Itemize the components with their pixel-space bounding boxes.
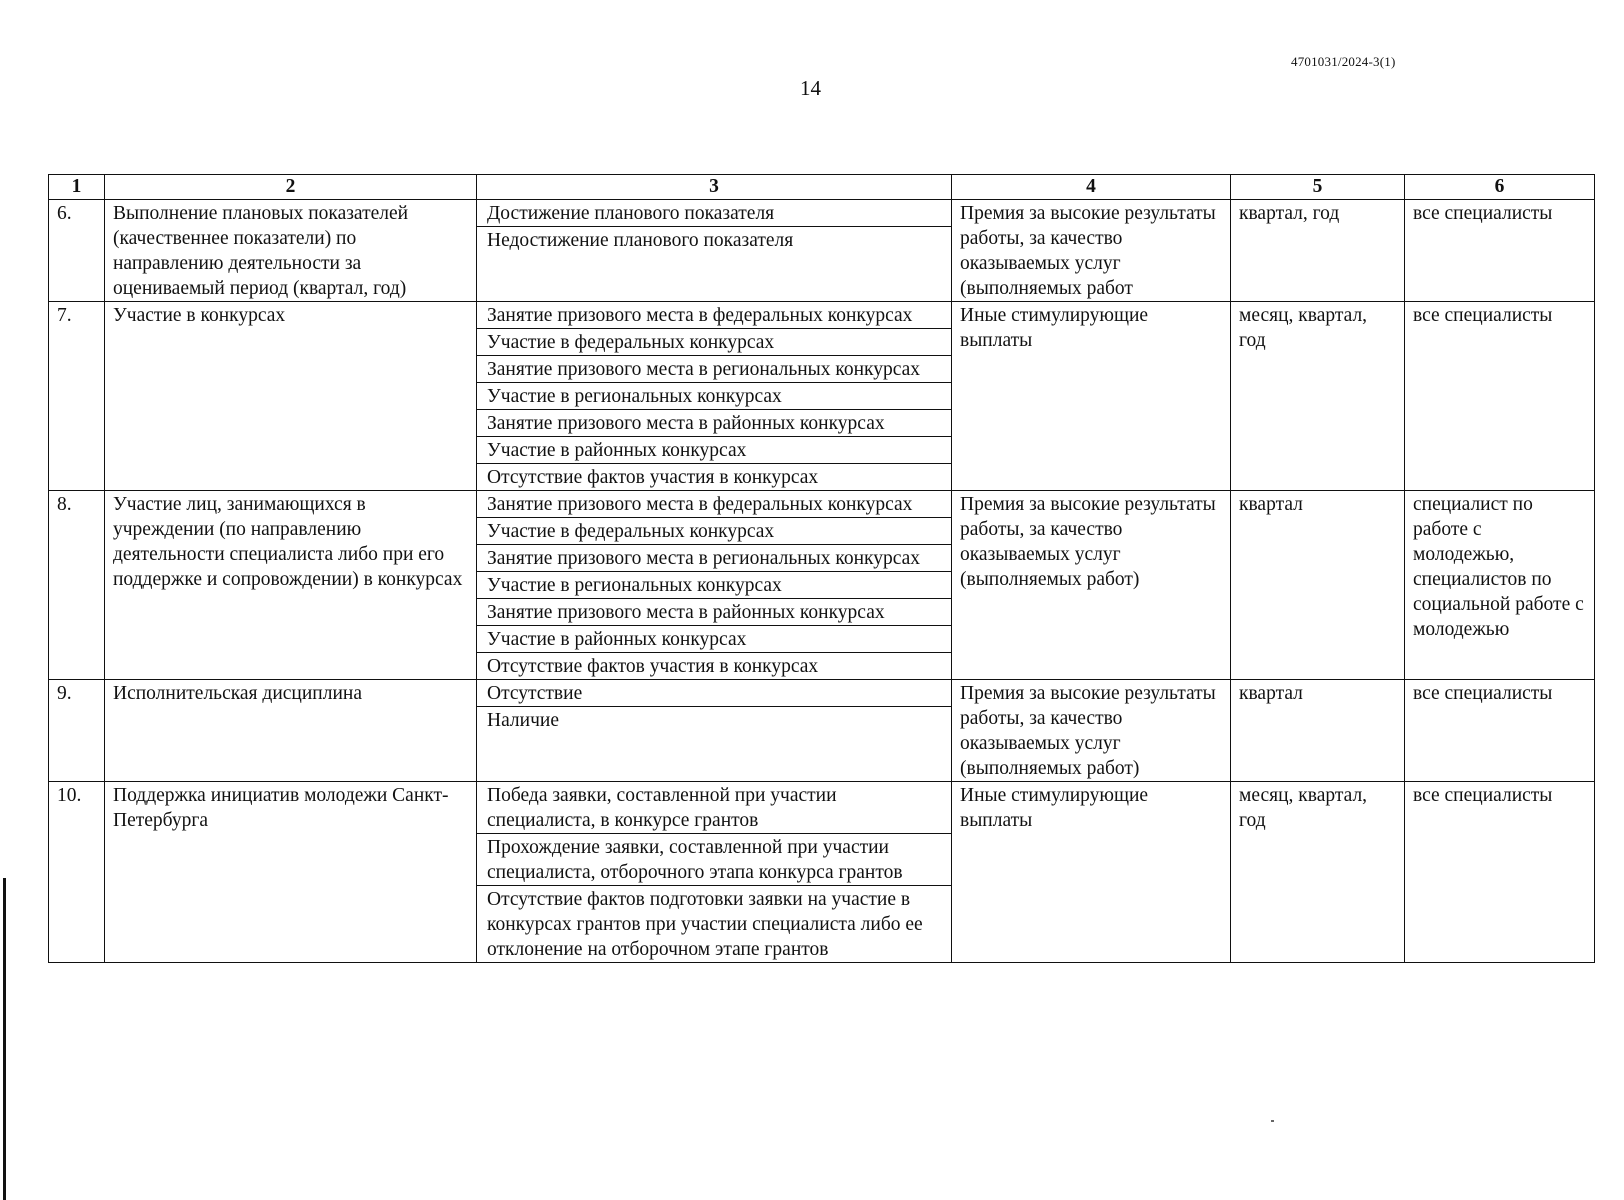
table-row — [49, 680, 1595, 782]
criterion: Прохождение заявки, составленной при участии специалиста, отборочного этапа конкурса грантов — [477, 834, 951, 886]
criterion: Участие в районных конкурсах — [477, 437, 951, 464]
column-number: 6 — [1405, 175, 1595, 200]
criterion: Победа заявки, составленной при участии специалиста, в конкурсе грантов — [477, 782, 951, 834]
row-number: 7. — [49, 302, 105, 491]
payment-type-cell: Иные стимулирующие выплаты — [952, 302, 1231, 491]
period-cell: месяц, квартал, год — [1231, 302, 1405, 491]
indicator-cell: Исполнительская дисциплина — [105, 680, 477, 782]
column-number-row — [49, 175, 1595, 200]
staff-cell: все специалисты — [1405, 680, 1595, 782]
staff-cell: все специалисты — [1405, 782, 1595, 963]
staff-cell: все специалисты — [1405, 302, 1595, 491]
criterion: Занятие призового места в федеральных конкурсах — [477, 491, 951, 518]
criterion: Наличие — [487, 710, 559, 731]
criterion: Занятие призового места в региональных конкурсах — [477, 356, 951, 383]
period-cell: квартал — [1231, 491, 1405, 680]
indicator-cell: Выполнение плановых показателей (качественнее показатели) по направлению деятельности за оцениваемый период (квартал, год) — [105, 200, 477, 302]
period-cell: месяц, квартал, год — [1231, 782, 1405, 963]
criterion: Отсутствие фактов участия в конкурсах — [487, 656, 819, 677]
column-number: 3 — [477, 175, 952, 200]
staff-cell: все специалисты — [1405, 200, 1595, 302]
criterion: Занятие призового места в районных конкурсах — [477, 599, 951, 626]
criterion: Занятие призового места в федеральных конкурсах — [477, 302, 951, 329]
payment-type-cell: Премия за высокие результаты работы, за качество оказываемых услуг (выполняемых работ) — [952, 680, 1231, 782]
table-row — [49, 200, 1595, 302]
indicator-cell: Участие лиц, занимающихся в учреждении (по направлению деятельности специалиста либо при его поддержке и сопровождении) в конкурсах — [105, 491, 477, 680]
column-number: 1 — [49, 175, 105, 200]
period-cell: квартал — [1231, 680, 1405, 782]
criteria-cell — [477, 782, 952, 963]
scan-margin-line — [3, 878, 6, 1200]
criterion: Достижение планового показателя — [477, 200, 951, 227]
row-number: 10. — [49, 782, 105, 963]
period-cell: квартал, год — [1231, 200, 1405, 302]
criterion: Участие в федеральных конкурсах — [477, 518, 951, 545]
indicator-cell: Поддержка инициатив молодежи Санкт-Петербурга — [105, 782, 477, 963]
criterion: Отсутствие — [477, 680, 951, 707]
criterion: Отсутствие фактов подготовки заявки на участие в конкурсах грантов при участии специалиста либо ее отклонение на отборочном этапе грантов — [487, 889, 923, 960]
criterion: Участие в районных конкурсах — [477, 626, 951, 653]
criteria-cell — [477, 302, 952, 491]
criteria-cell — [477, 680, 952, 782]
payment-type-cell: Премия за высокие результаты работы, за качество оказываемых услуг (выполняемых работ) — [952, 491, 1231, 680]
column-number: 4 — [952, 175, 1231, 200]
column-number: 5 — [1231, 175, 1405, 200]
indicator-cell: Участие в конкурсах — [105, 302, 477, 491]
document-id: 4701031/2024-3(1) — [1291, 54, 1396, 69]
row-number: 9. — [49, 680, 105, 782]
criterion: Отсутствие фактов участия в конкурсах — [487, 467, 819, 488]
table-row — [49, 491, 1595, 680]
row-number: 6. — [49, 200, 105, 302]
criterion: Недостижение планового показателя — [487, 230, 794, 251]
table-row — [49, 782, 1595, 963]
criterion: Занятие призового места в региональных конкурсах — [477, 545, 951, 572]
staff-cell: специалист по работе с молодежью, специалистов по социальной работе с молодежью — [1405, 491, 1595, 680]
criterion: Участие в региональных конкурсах — [477, 572, 951, 599]
criteria-cell — [477, 200, 952, 302]
payment-type-cell: Иные стимулирующие выплаты — [952, 782, 1231, 963]
criterion: Участие в федеральных конкурсах — [477, 329, 951, 356]
criterion: Участие в региональных конкурсах — [477, 383, 951, 410]
criteria-table — [48, 174, 1595, 963]
column-number: 2 — [105, 175, 477, 200]
criteria-cell — [477, 491, 952, 680]
row-number: 8. — [49, 491, 105, 680]
scan-speck — [1271, 1120, 1274, 1122]
payment-type-cell: Премия за высокие результаты работы, за качество оказываемых услуг (выполняемых работ — [952, 200, 1231, 302]
criterion: Занятие призового места в районных конкурсах — [477, 410, 951, 437]
table-row — [49, 302, 1595, 491]
page-number: 14 — [800, 76, 821, 100]
